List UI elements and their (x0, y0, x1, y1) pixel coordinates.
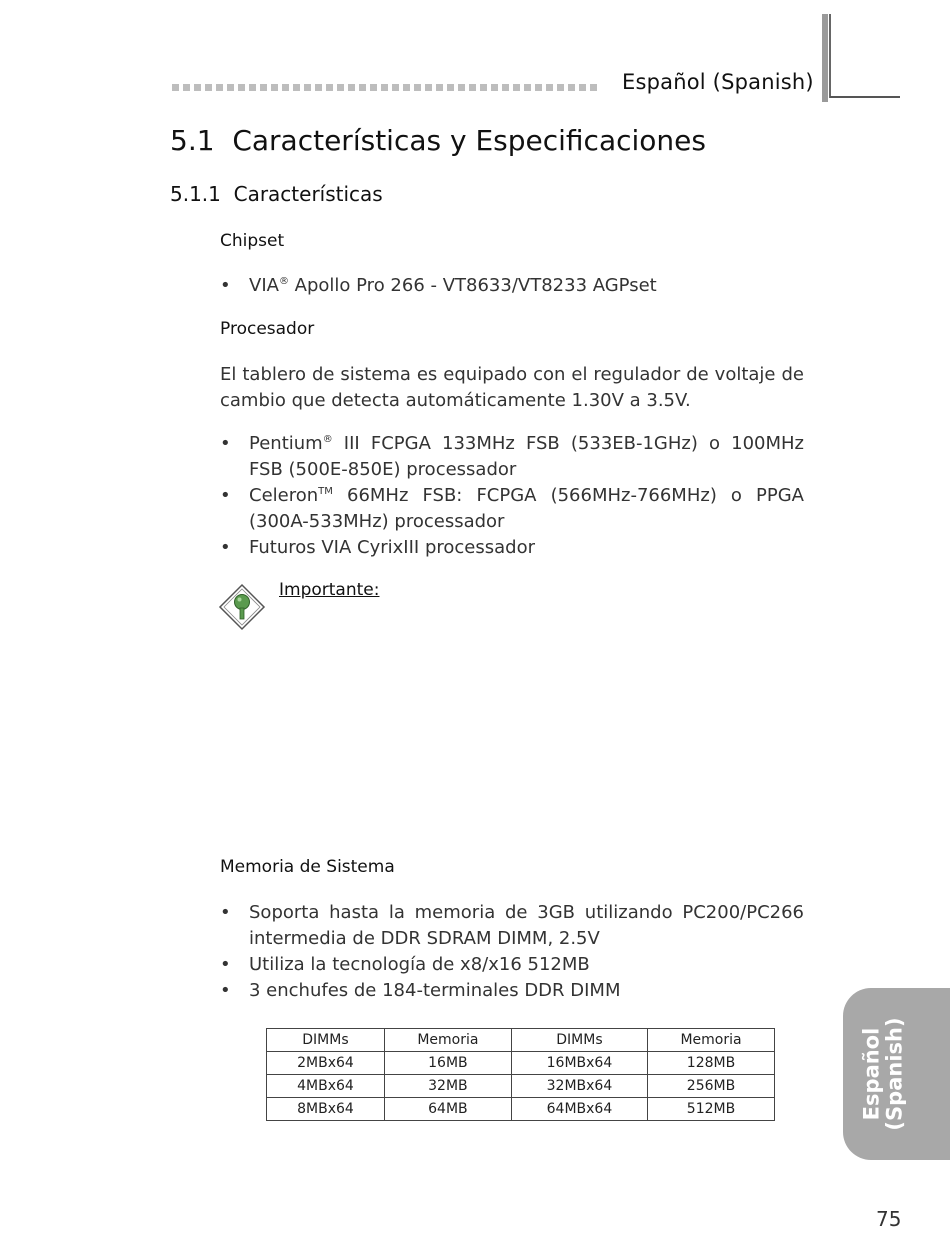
header-dot (348, 84, 355, 91)
header-dot (315, 84, 322, 91)
header-dot (535, 84, 542, 91)
section-title: 5.1 Características y Especificaciones (170, 124, 706, 157)
header-dot (480, 84, 487, 91)
brand-name: Celeron (249, 485, 319, 506)
bullet-icon: • (220, 433, 231, 454)
trademark-mark: ® (278, 276, 289, 287)
important-pin-icon (218, 583, 266, 631)
table-cell: 8MBx64 (267, 1098, 385, 1121)
table-row (267, 1075, 775, 1098)
header-dot (491, 84, 498, 91)
item-text: III FCPGA 133MHz FSB (533EB-1GHz) o 100MHz FSB (500E-850E) processador (249, 433, 804, 480)
list-item (220, 535, 804, 561)
table-cell: 16MBx64 (511, 1052, 647, 1075)
side-tab-line-2: (Spanish) (883, 1017, 907, 1131)
table-cell: 32MBx64 (511, 1075, 647, 1098)
table-header-cell: DIMMs (511, 1029, 647, 1052)
header-dot (359, 84, 366, 91)
table-row (267, 1098, 775, 1121)
list-item (220, 900, 804, 952)
list-item (220, 952, 804, 978)
header-dot (370, 84, 377, 91)
item-text: 3 enchufes de 184-terminales DDR DIMM (249, 980, 621, 1001)
bullet-icon: • (220, 954, 231, 975)
header-dot (194, 84, 201, 91)
table-header-cell: Memoria (648, 1029, 775, 1052)
header-dot (513, 84, 520, 91)
subsection-title: 5.1.1 Características (170, 182, 383, 206)
header-dot (392, 84, 399, 91)
corner-mark-bar (822, 14, 828, 102)
header-dot (227, 84, 234, 91)
header-dot (249, 84, 256, 91)
header-dot (414, 84, 421, 91)
bullet-icon: • (220, 485, 231, 506)
table-cell: 128MB (648, 1052, 775, 1075)
item-text: 66MHz FSB: FCPGA (566MHz-766MHz) o PPGA (300A-533MHz) processador (249, 485, 804, 532)
language-side-tab-text (843, 988, 925, 1160)
memory-heading: Memoria de Sistema (220, 857, 395, 877)
table-header-cell: DIMMs (267, 1029, 385, 1052)
header-dot (205, 84, 212, 91)
header-dot (326, 84, 333, 91)
header-dot (238, 84, 245, 91)
table-row (267, 1052, 775, 1075)
chipset-list (220, 273, 804, 299)
header-dot (502, 84, 509, 91)
memory-list (220, 900, 804, 1004)
corner-mark-line (829, 14, 831, 98)
header-dot (568, 84, 575, 91)
header-dot (216, 84, 223, 91)
bullet-icon: • (220, 902, 231, 923)
table-cell: 2MBx64 (267, 1052, 385, 1075)
trademark-mark: ® (322, 434, 333, 445)
header-language-label: Español (Spanish) (622, 70, 814, 94)
header-dot (260, 84, 267, 91)
processor-heading: Procesador (220, 319, 315, 339)
header-dot (546, 84, 553, 91)
important-label: Importante: (279, 580, 380, 600)
header-dot (579, 84, 586, 91)
header-dot (524, 84, 531, 91)
table-cell: 64MB (384, 1098, 511, 1121)
bullet-icon: • (220, 537, 231, 558)
header-dot (436, 84, 443, 91)
item-text: Soporta hasta la memoria de 3GB utilizando PC200/PC266 intermedia de DDR SDRAM DIMM, 2.5V (249, 902, 804, 949)
list-item (220, 273, 804, 299)
header-dot (469, 84, 476, 91)
table-cell: 512MB (648, 1098, 775, 1121)
list-item (220, 978, 804, 1004)
item-text: Apollo Pro 266 - VT8633/VT8233 AGPset (288, 275, 657, 296)
list-item (220, 431, 804, 483)
side-tab-line-1: Español (860, 1027, 884, 1121)
bullet-icon: • (220, 275, 231, 296)
header-dot (304, 84, 311, 91)
table-header-cell: Memoria (384, 1029, 511, 1052)
trademark-mark: TM (318, 486, 333, 497)
table-cell: 4MBx64 (267, 1075, 385, 1098)
item-text: Utiliza la tecnología de x8/x16 512MB (249, 954, 590, 975)
header-dot (282, 84, 289, 91)
processor-list (220, 431, 804, 561)
table-cell: 64MBx64 (511, 1098, 647, 1121)
header-dot (557, 84, 564, 91)
header-dot (425, 84, 432, 91)
header-dot (381, 84, 388, 91)
header-dot-rule (172, 84, 597, 91)
table-header-row (267, 1029, 775, 1052)
bullet-icon: • (220, 980, 231, 1001)
table-cell: 16MB (384, 1052, 511, 1075)
memory-table (266, 1028, 775, 1121)
header-dot (447, 84, 454, 91)
processor-paragraph: El tablero de sistema es equipado con el regulador de voltaje de cambio que detecta automáticamente 1.30V a 3.5V. (220, 364, 804, 411)
item-text: Futuros VIA CyrixIII processador (249, 537, 535, 558)
header-dot (271, 84, 278, 91)
header-dot (590, 84, 597, 91)
header-dot (337, 84, 344, 91)
header-dot (172, 84, 179, 91)
chipset-heading: Chipset (220, 231, 285, 251)
header-dot (183, 84, 190, 91)
table-cell: 32MB (384, 1075, 511, 1098)
page-number: 75 (876, 1207, 902, 1231)
table-cell: 256MB (648, 1075, 775, 1098)
header-dot (458, 84, 465, 91)
brand-name: Pentium (249, 433, 323, 454)
corner-mark-underline (830, 96, 900, 98)
header-dot (293, 84, 300, 91)
brand-name: VIA (249, 275, 279, 296)
list-item (220, 483, 804, 535)
header-dot (403, 84, 410, 91)
